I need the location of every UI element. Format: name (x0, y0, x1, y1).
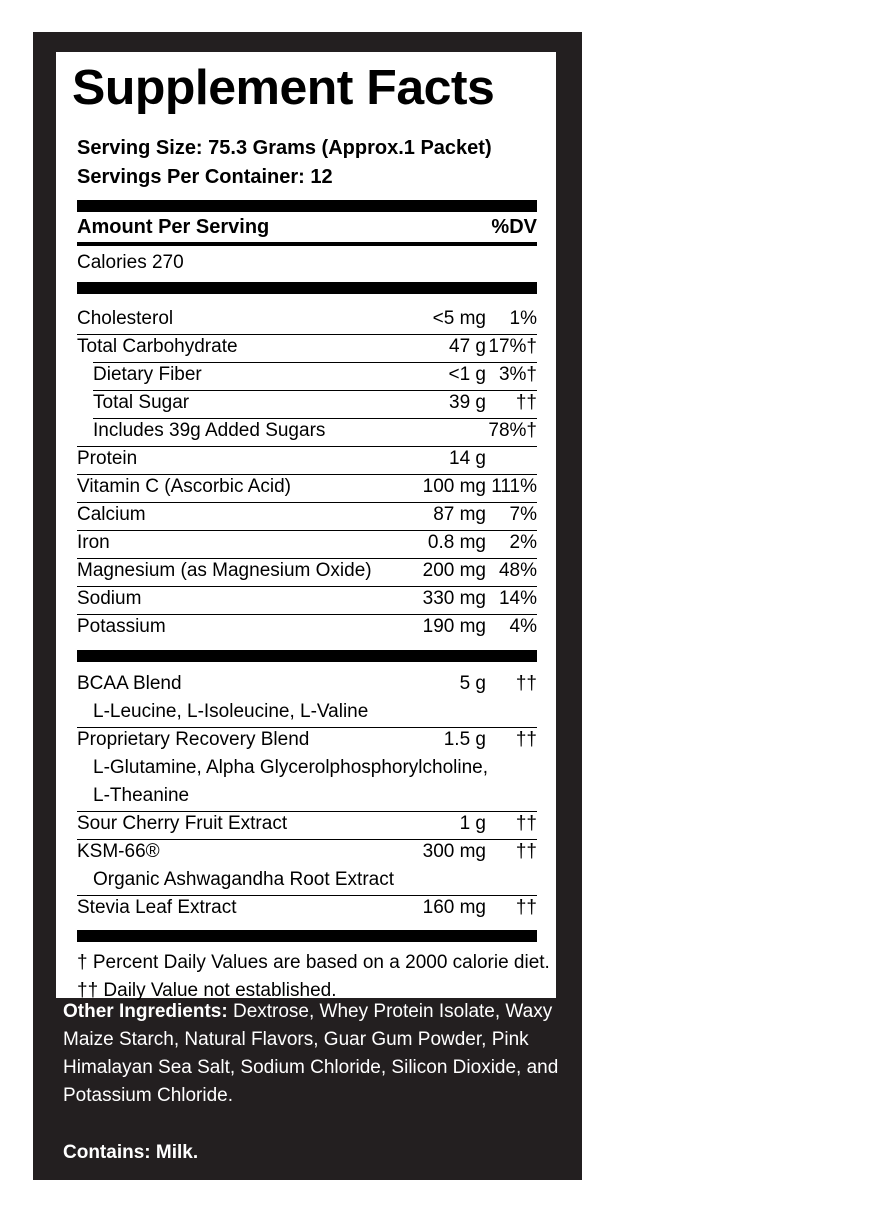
nutrient-amount: <5 mg (432, 308, 486, 329)
nutrient-amount: 330 mg (422, 588, 486, 609)
blend-ingredients: Organic Ashwagandha Root Extract (93, 869, 395, 890)
medium-divider (77, 242, 537, 246)
nutrient-amount: 47 g (449, 336, 486, 357)
nutrient-dv: 78%† (488, 420, 537, 441)
blend-name: Sour Cherry Fruit Extract (77, 813, 288, 834)
nutrient-amount: 190 mg (422, 616, 486, 637)
blend-amount: 1 g (459, 813, 486, 834)
nutrient-amount: 0.8 mg (427, 532, 486, 553)
nutrient-dv: 17%† (488, 336, 537, 357)
serving-size: Serving Size: 75.3 Grams (Approx.1 Packet) (77, 137, 492, 159)
nutrient-name: Total Sugar (93, 392, 190, 413)
nutrient-name: Total Carbohydrate (77, 336, 238, 357)
blend-name: BCAA Blend (77, 673, 182, 694)
other-ingredients (63, 998, 563, 1110)
thick-divider (77, 650, 537, 662)
nutrient-dv: 1% (509, 308, 537, 329)
nutrient-name: Sodium (77, 588, 142, 609)
blend-name: Proprietary Recovery Blend (77, 729, 310, 750)
nutrient-name: Dietary Fiber (93, 364, 202, 385)
blend-amount: 300 mg (422, 841, 486, 862)
nutrient-name: Iron (77, 532, 110, 553)
nutrient-name: Magnesium (as Magnesium Oxide) (77, 560, 372, 581)
nutrient-dv: 2% (509, 532, 537, 553)
nutrient-amount: 39 g (449, 392, 486, 413)
blend-amount: 5 g (459, 673, 486, 694)
nutrient-dv: 14% (498, 588, 537, 609)
nutrient-name: Cholesterol (77, 308, 174, 329)
blend-ingredients: L-Leucine, L-Isoleucine, L-Valine (93, 701, 369, 722)
nutrient-amount: <1 g (448, 364, 486, 385)
amount-per-serving-heading: Amount Per Serving (77, 216, 270, 238)
thick-divider (77, 930, 537, 942)
thick-divider (77, 282, 537, 294)
label-title: Supplement Facts (72, 61, 495, 115)
nutrient-dv: 4% (509, 616, 537, 637)
nutrient-dv: 7% (509, 504, 537, 525)
thick-divider (77, 200, 537, 212)
nutrient-dv: 3%† (498, 364, 537, 385)
nutrient-amount: 87 mg (433, 504, 486, 525)
nutrient-name: Calcium (77, 504, 146, 525)
blend-amount: 1.5 g (443, 729, 486, 750)
nutrient-name: Potassium (77, 616, 166, 637)
blend-dv: †† (515, 897, 537, 918)
other-ingredients-label: Other Ingredients: (63, 1001, 228, 1022)
nutrient-name: Includes 39g Added Sugars (93, 420, 326, 441)
nutrient-name: Vitamin C (Ascorbic Acid) (77, 476, 291, 497)
allergen-statement: Contains: Milk. (63, 1142, 199, 1163)
blend-name: KSM-66® (77, 841, 160, 862)
blend-dv: †† (515, 729, 537, 750)
blend-dv: †† (515, 673, 537, 694)
nutrient-amount: 14 g (449, 448, 486, 469)
blend-ingredients: L-Glutamine, Alpha Glycerolphosphorylcholine, (93, 757, 488, 778)
facts-panel (56, 52, 556, 1001)
nutrient-dv: 48% (498, 560, 537, 581)
supplement-facts-label (33, 32, 582, 1180)
blend-amount: 160 mg (422, 897, 486, 918)
servings-per-container: Servings Per Container: 12 (77, 166, 333, 188)
blend-name: Stevia Leaf Extract (77, 897, 237, 918)
footnote-dv: † Percent Daily Values are based on a 2000 calorie diet. (77, 952, 550, 973)
nutrient-amount: 200 mg (422, 560, 486, 581)
nutrient-dv: †† (515, 392, 537, 413)
blend-dv: †† (515, 841, 537, 862)
nutrient-dv: 111% (491, 476, 537, 497)
other-ingredients-text: Dextrose, Whey Protein Isolate, Waxy Maize Starch, Natural Flavors, Guar Gum Powder, Pink Himalayan Sea Salt, Sodium Chloride, Silicon Dioxide, and Potassium Chloride. (63, 1001, 559, 1106)
nutrient-amount: 100 mg (422, 476, 486, 497)
footnote-not-established: †† Daily Value not established. (77, 980, 337, 1001)
nutrient-name: Protein (77, 448, 138, 469)
blend-dv: †† (515, 813, 537, 834)
dv-heading: %DV (491, 216, 537, 238)
calories: Calories 270 (77, 252, 184, 273)
blend-ingredients: L-Theanine (93, 785, 190, 806)
